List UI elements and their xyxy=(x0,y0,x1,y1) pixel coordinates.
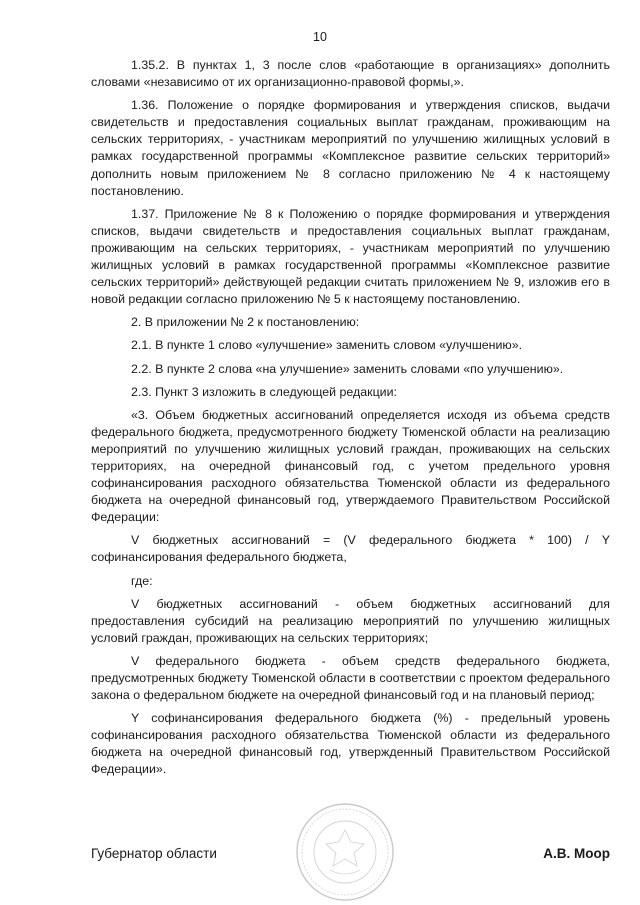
page-number: 10 xyxy=(313,30,327,44)
definition-y-cofinancing: Y софинансирования федерального бюджета (%) - предельный уровень софинансирования расходного обязательства Тюменской области из федерального бюджета на очередной финансовый год, утвержденный Правительством Российской Федерации». xyxy=(91,711,610,777)
paragraph-1-35-2: 1.35.2. В пунктах 1, 3 после слов «работающие в организациях» дополнить словами «независимо от их организационно-правовой формы,». xyxy=(91,58,610,90)
formula: V бюджетных ассигнований = (V федерального бюджета * 100) / Y софинансирования федерального бюджета, xyxy=(91,533,610,565)
signer-position: Губернатор области xyxy=(91,846,217,861)
document-body xyxy=(91,57,610,785)
paragraph-1-37: 1.37. Приложение № 8 к Положению о порядке формирования и утверждения списков, выдачи свидетельств и предоставления социальных выплат гражданам, проживающим на сельских территориях, - участникам мероприятий по улучшению жилищных условий в рамках государственной программы «Комплексное развитие сельских территорий» действующей редакции считать приложением № 9, изложив его в новой редакции согласно приложению № 5 к настоящему постановлению. xyxy=(91,206,610,307)
formula-where: где: xyxy=(131,573,153,588)
paragraph-2-1: 2.1. В пункте 1 слово «улучшение» заменить словом «улучшению». xyxy=(131,338,523,353)
signature-block xyxy=(91,846,610,866)
definition-v-federal-budget: V федерального бюджета - объем средств федерального бюджета, предусмотренных бюджету Тюменской области в соответствии с проектом федерального закона о федеральном бюджете на очередной финансовый год и на плановый период; xyxy=(91,653,610,703)
definition-v-budget-allocations: V бюджетных ассигнований - объем бюджетных ассигнований для предоставления субсидий на реализацию мероприятий по улучшению жилищных условий граждан, проживающих на сельских территориях; xyxy=(91,596,610,645)
paragraph-2-3: 2.3. Пункт 3 изложить в следующей редакции: xyxy=(131,384,397,399)
paragraph-2: 2. В приложении № 2 к постановлению: xyxy=(131,315,360,330)
paragraph-2-2: 2.2. В пункте 2 слова «на улучшение» заменить словами «по улучшению». xyxy=(131,361,564,376)
paragraph-item-3: «3. Объем бюджетных ассигнований определяется исходя из объема средств федерального бюджета, предусмотренного бюджету Тюменской области на реализацию мероприятий по улучшению жилищных условий граждан, проживающих на сельских территориях, на очередной финансовый год, с учетом предельного уровня софинансирования расходного обязательства Тюменской области из федерального бюджета на очередной финансовый год, утверждаемого Правительством Российской Федерации: xyxy=(91,407,610,525)
paragraph-1-36: 1.36. Положение о порядке формирования и утверждения списков, выдачи свидетельств и предоставления социальных выплат гражданам, проживающим на сельских территориях, - участникам мероприятий по улучшению жилищных условий в рамках государственной программы «Комплексное развитие сельских территорий» дополнить новым приложением № 8 согласно приложению № 4 к настоящему постановлению. xyxy=(91,98,610,198)
signer-name: А.В. Моор xyxy=(543,846,610,861)
